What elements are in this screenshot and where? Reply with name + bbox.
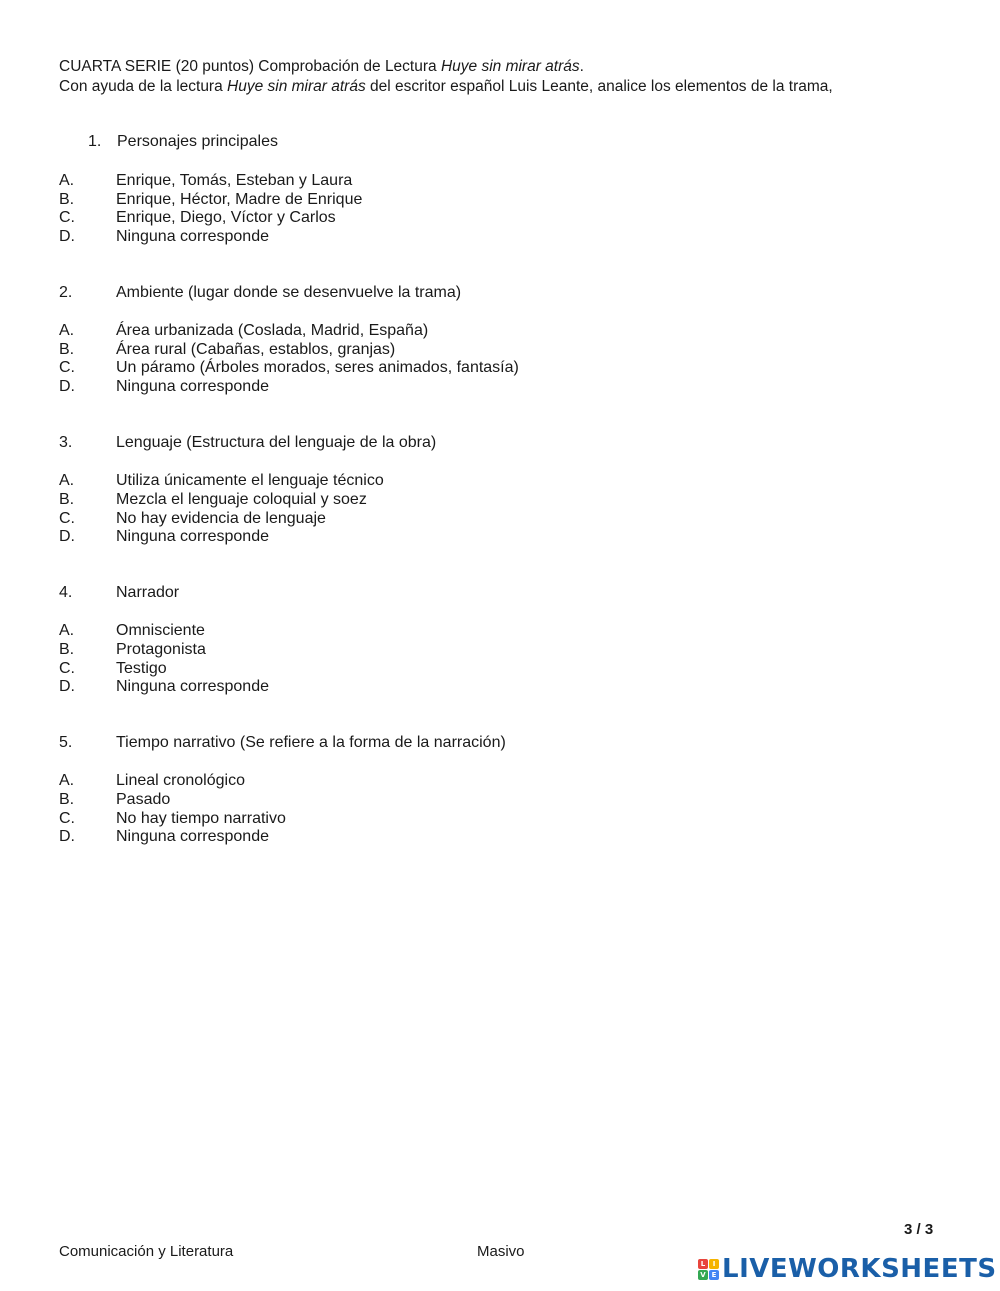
question-number: 1. — [88, 133, 102, 150]
instructions-line-1: CUARTA SERIE (20 puntos) Comprobación de Lectura Huye sin mirar atrás. — [59, 58, 584, 75]
logo-mark-icon — [698, 1259, 719, 1280]
page-number: 3 / 3 — [904, 1221, 934, 1238]
instructions-line-2: Con ayuda de la lectura Huye sin mirar atrás del escritor español Luis Leante, analice los elementos de la trama, — [59, 78, 833, 95]
footer-subject: Comunicación y Literatura — [59, 1243, 234, 1260]
logo-text: LIVEWORKSHEETS — [722, 1254, 997, 1284]
logo-mark-letter: V — [698, 1270, 708, 1280]
question-number: 4. — [59, 584, 73, 601]
footer-group: Masivo — [477, 1243, 525, 1260]
logo-mark-letter: I — [709, 1259, 719, 1269]
question-text: Narrador — [116, 584, 180, 601]
question-text: Ambiente (lugar donde se desenvuelve la trama) — [116, 284, 462, 301]
book-title: Huye sin mirar atrás — [440, 58, 580, 75]
question-text: Tiempo narrativo (Se refiere a la forma de la narración) — [116, 734, 506, 751]
book-title: Huye sin mirar atrás — [227, 78, 366, 95]
question-text: Personajes principales — [117, 133, 278, 150]
question-text: Lenguaje (Estructura del lenguaje de la obra) — [116, 434, 437, 451]
question-number: 2. — [59, 284, 73, 301]
instructions-header — [59, 57, 833, 97]
question-number: 5. — [59, 734, 73, 751]
logo-mark-letter: L — [698, 1259, 708, 1269]
question-number: 3. — [59, 434, 73, 451]
liveworksheets-logo[interactable] — [698, 1254, 997, 1284]
logo-mark-letter: E — [709, 1270, 719, 1280]
